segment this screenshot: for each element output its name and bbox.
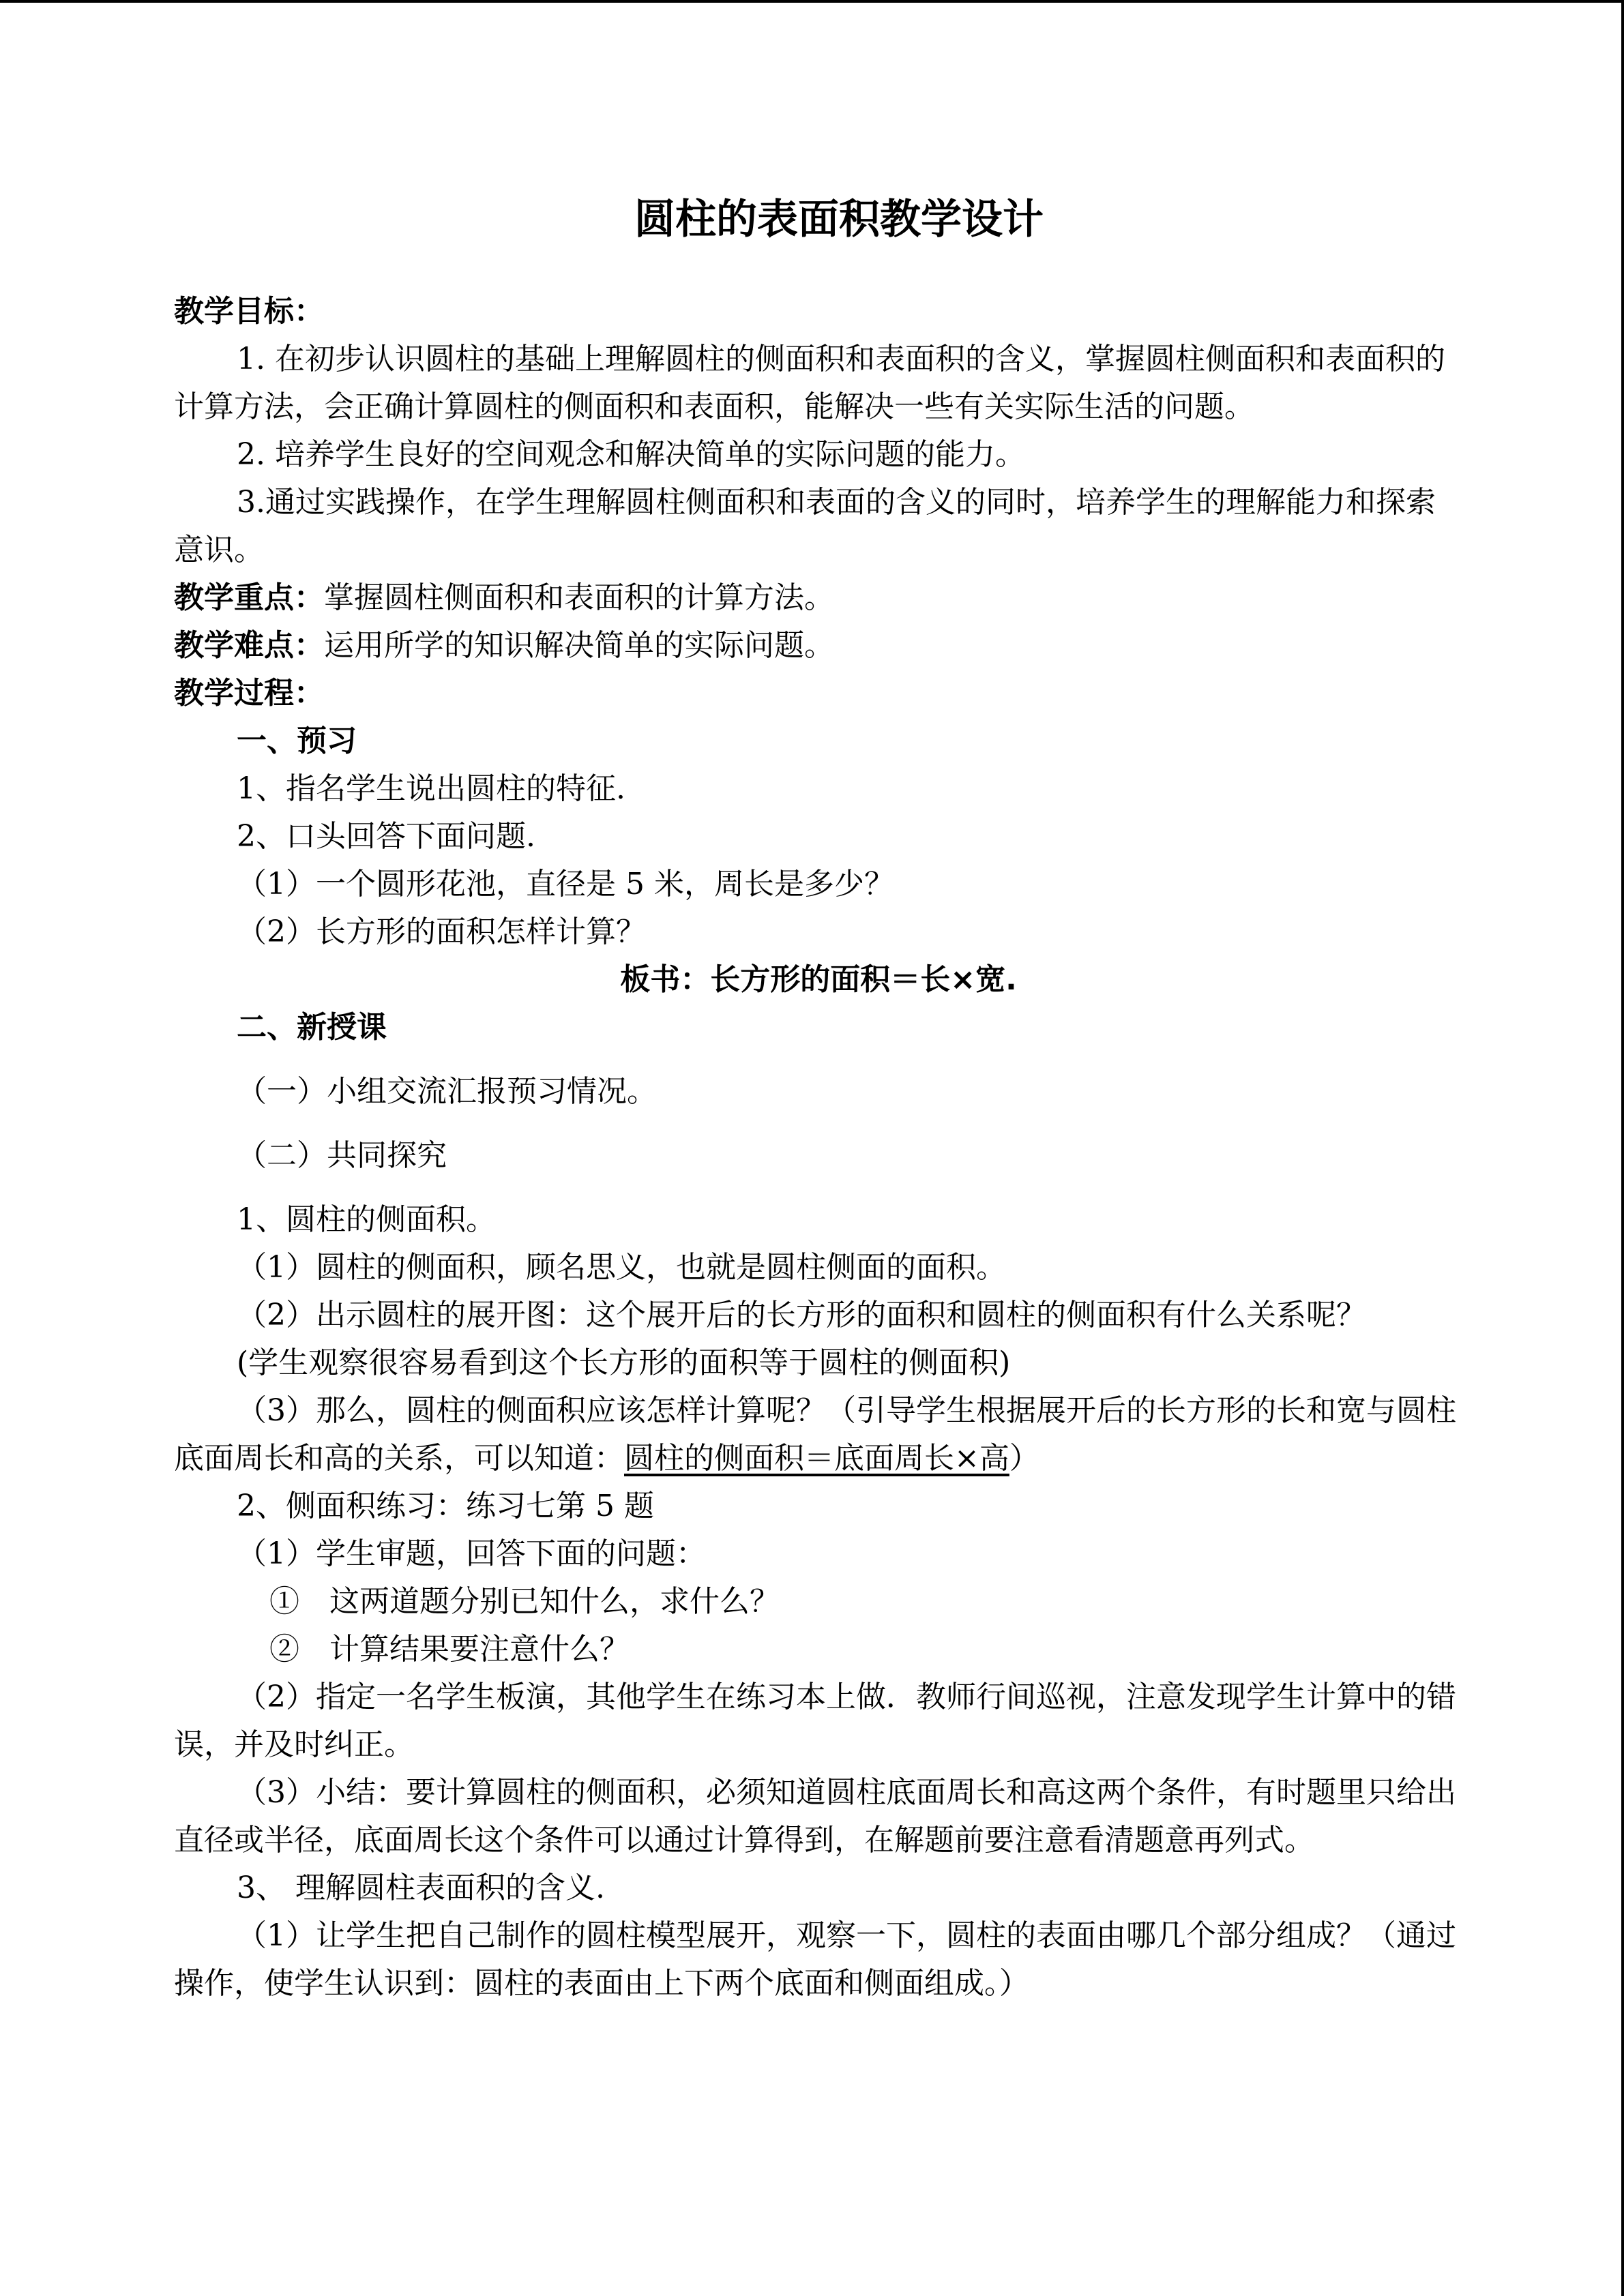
preview-item-1: 1、指名学生说出圆柱的特征. xyxy=(237,771,625,806)
preview-question-2: （2）长方形的面积怎样计算？ xyxy=(237,914,646,949)
joint-exploration: （二）共同探究 xyxy=(237,1138,447,1173)
practice-summary: （3）小结：要计算圆柱的侧面积，必须知道圆柱底面周长和高这两个条件，有时题里只给出直径或半径，底面周长这个条件可以通过计算得到，在解题前要注意看清题意再列式。 xyxy=(174,1775,1456,1858)
practice-question-1: ① 这两道题分别已知什么，求什么？ xyxy=(269,1584,780,1619)
key-point-text: 掌握圆柱侧面积和表面积的计算方法。 xyxy=(324,580,834,615)
section-2-heading: 二、新授课 xyxy=(237,1010,387,1045)
practice-step-2: （2）指定一名学生板演，其他学生在练习本上做．教师行间巡视，注意发现学生计算中的错误，并及时纠正。 xyxy=(174,1680,1456,1762)
group-exchange: （一）小组交流汇报预习情况。 xyxy=(237,1074,657,1109)
goal-3: 3.通过实践操作，在学生理解圆柱侧面积和表面的含义的同时，培养学生的理解能力和探索意识。 xyxy=(174,485,1436,567)
difficulty-point xyxy=(174,622,1463,670)
goal-2: 2. 培养学生良好的空间观念和解决简单的实际问题的能力。 xyxy=(237,437,1025,472)
key-point-label: 教学重点： xyxy=(174,580,324,615)
lateral-area-definition: （1）圆柱的侧面积，顾名思义，也就是圆柱侧面的面积。 xyxy=(237,1250,1006,1285)
practice-question-2: ② 计算结果要注意什么？ xyxy=(269,1632,630,1667)
goal-1: 1. 在初步认识圆柱的基础上理解圆柱的侧面积和表面积的含义，掌握圆柱侧面积和表面积的计算方法，会正确计算圆柱的侧面积和表面积，能解决一些有关实际生活的问题。 xyxy=(174,342,1445,424)
preview-item-2: 2、口头回答下面问题. xyxy=(237,819,535,854)
practice-step-1: （1）学生审题，回答下面的问题： xyxy=(237,1536,706,1571)
lateral-area-unfold: （2）出示圆柱的展开图：这个展开后的长方形的面积和圆柱的侧面积有什么关系呢？ xyxy=(237,1298,1366,1332)
page-border-right xyxy=(1621,0,1624,2296)
board-writing: 板书：长方形的面积＝长×宽. xyxy=(620,962,1017,997)
document-title: 圆柱的表面积教学设计 xyxy=(634,196,1044,243)
key-point xyxy=(174,574,1463,622)
difficulty-label: 教学难点： xyxy=(174,628,324,663)
practice-heading: 2、侧面积练习：练习七第 5 题 xyxy=(237,1489,654,1523)
goals-heading: 教学目标： xyxy=(174,294,324,329)
page-border-top xyxy=(0,0,1624,3)
difficulty-text: 运用所学的知识解决简单的实际问题。 xyxy=(324,628,834,663)
document-page xyxy=(174,192,1463,2008)
surface-area-heading: 3、 理解圆柱表面积的含义. xyxy=(237,1870,605,1905)
preview-question-1: （1）一个圆形花池，直径是 5 米，周长是多少？ xyxy=(237,867,894,901)
lateral-area-heading: 1、圆柱的侧面积。 xyxy=(237,1202,496,1237)
section-1-heading: 一、预习 xyxy=(237,724,357,758)
student-observation: (学生观察很容易看到这个长方形的面积等于圆柱的侧面积) xyxy=(237,1345,1011,1380)
process-heading: 教学过程： xyxy=(174,676,324,711)
formula-underlined: 圆柱的侧面积＝底面周长×高 xyxy=(624,1441,1009,1476)
lateral-area-formula: （3）那么，圆柱的侧面积应该怎样计算呢？（引导学生根据展开后的长方形的长和宽与圆柱底面周长和高的关系，可以知道：圆柱的侧面积＝底面周长×高） xyxy=(174,1393,1456,1476)
surface-area-step-1: （1）让学生把自己制作的圆柱模型展开，观察一下，圆柱的表面由哪几个部分组成？（通过操作，使学生认识到：圆柱的表面由上下两个底面和侧面组成。） xyxy=(174,1918,1456,2001)
